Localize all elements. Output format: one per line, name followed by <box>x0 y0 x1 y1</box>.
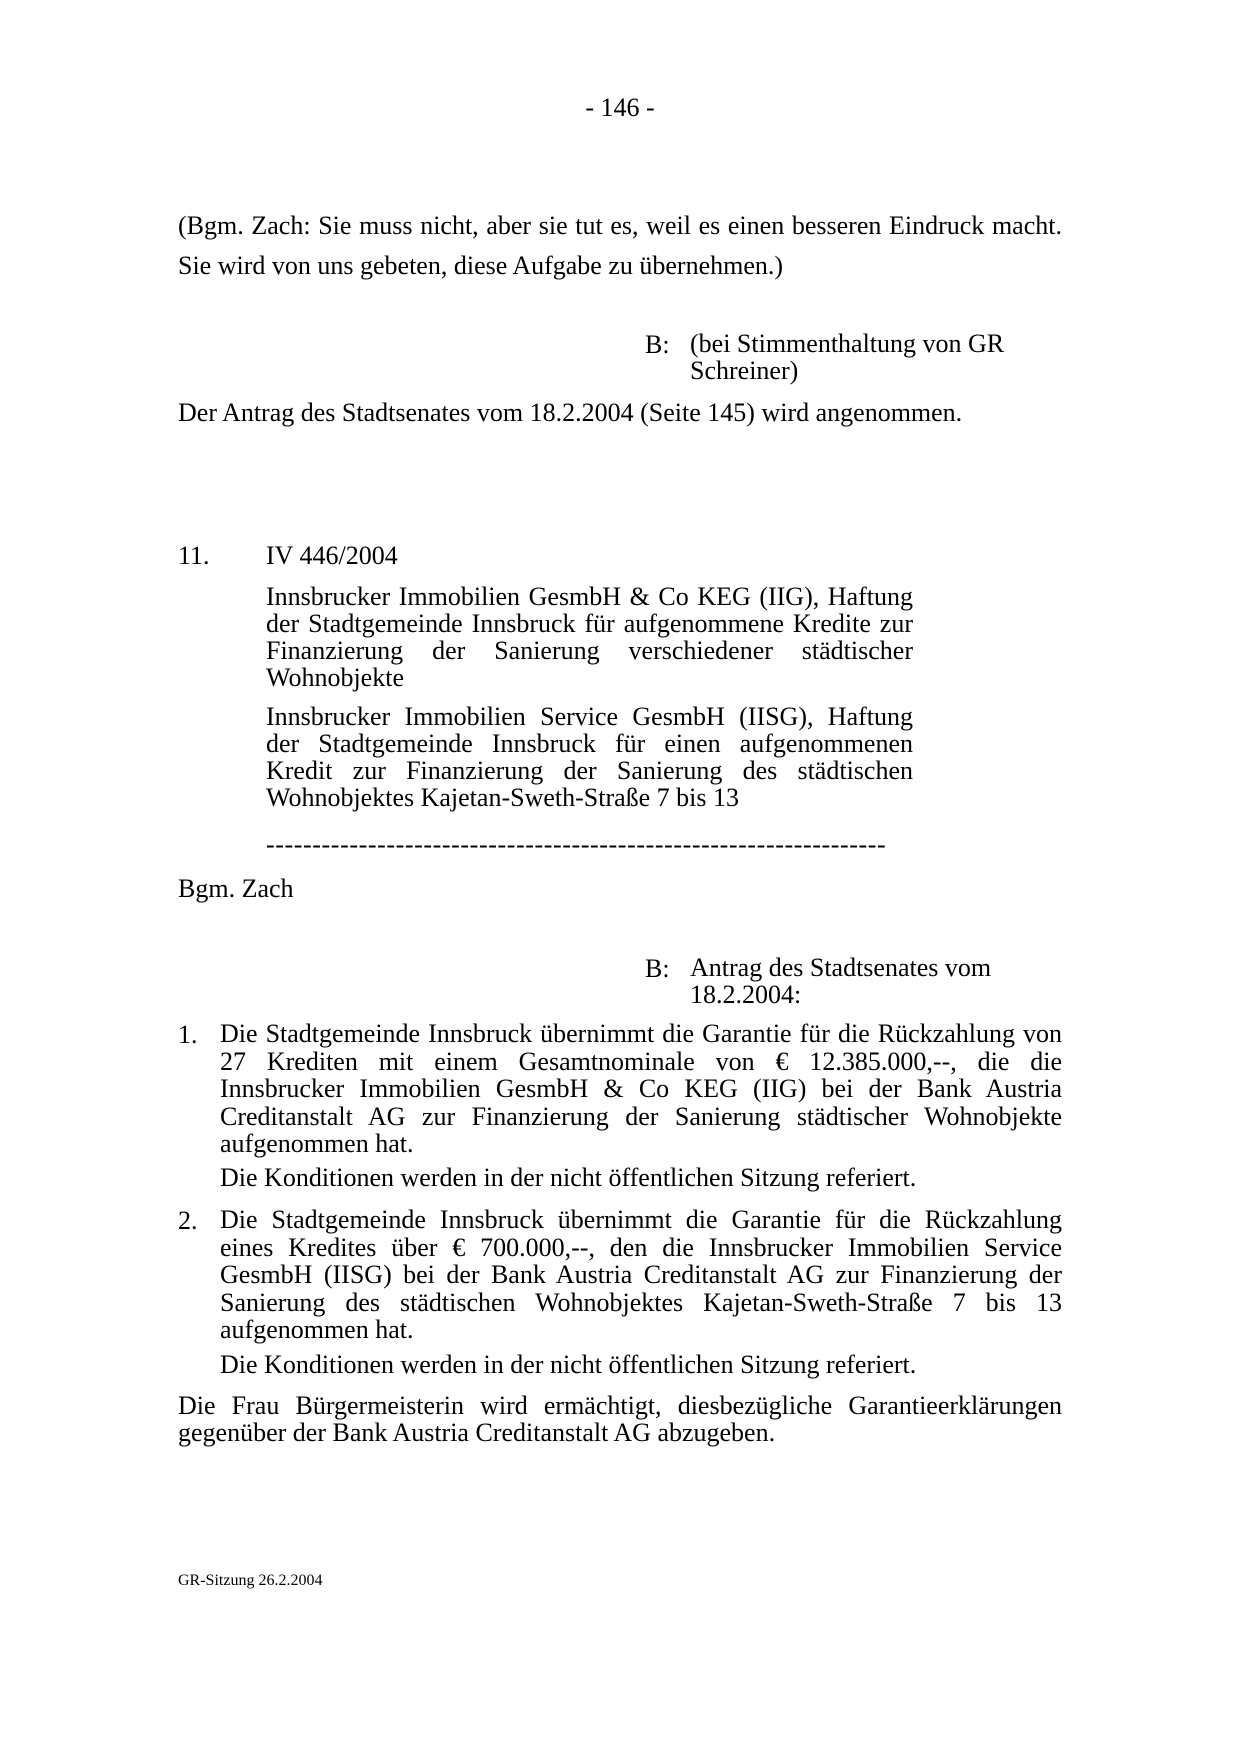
resolution-item-text: Die Stadtgemeinde Innsbruck übernimmt die Garantie für die Rückzahlung von 27 Krediten mit einem Gesamtnominale von € 12.385.000,--, die die Innsbrucker Immobilien GesmbH & Co KEG (IIG) bei der Bank Austria Creditanstalt AG zur Finanzierung der Sanierung städtischer Wohnobjekte aufgenommen hat. <box>220 1019 1062 1158</box>
separator-line: ------------------------------------------------------------------- <box>266 830 887 850</box>
page-number: - 146 - <box>585 93 655 122</box>
agenda-item-description-iig: Innsbrucker Immobilien GesmbH & Co KEG (IIG), Haftung der Stadtgemeinde Innsbruck für aufgenommene Kredite zur Finanzierung der Sanierung verschiedener städtischer Wohnobjekte <box>266 582 913 692</box>
speaker: Bgm. Zach <box>178 874 294 903</box>
closing-authorization: Die Frau Bürgermeisterin wird ermächtigt, diesbezügliche Garantieerklärungen gegenüber der Bank Austria Creditanstalt AG abzugeben. <box>178 1391 1062 1447</box>
page-footer: GR-Sitzung 26.2.2004 <box>178 1572 323 1589</box>
resolution-item-number: 2. <box>178 1206 198 1235</box>
decision-label: B: <box>645 330 670 359</box>
resolution-item-text: Die Stadtgemeinde Innsbruck übernimmt die Garantie für die Rückzahlung eines Kredites über € 700.000,--, den die Innsbrucker Immobilien Service GesmbH (IISG) bei der Bank Austria Creditanstalt AG zur Finanzierung der Sanierung des städtischen Wohnobjektes Kajetan-Sweth-Straße 7 bis 13 aufgenommen hat. <box>220 1205 1062 1344</box>
resolution-item-note: Die Konditionen werden in der nicht öffentlichen Sitzung referiert. <box>220 1350 917 1379</box>
resolution-item-note: Die Konditionen werden in der nicht öffentlichen Sitzung referiert. <box>220 1163 917 1192</box>
mayor-remark: (Bgm. Zach: Sie muss nicht, aber sie tut es, weil es einen besseren Eindruck macht. Sie wird von uns gebeten, diese Aufgabe zu übernehmen.) <box>178 211 1062 280</box>
agenda-item-description-iisg: Innsbrucker Immobilien Service GesmbH (IISG), Haftung der Stadtgemeinde Innsbruck für einen aufgenommenen Kredit zur Finanzierung der Sanierung des städtischen Wohnobjektes Kajetan-Sweth-Straße 7 bis 13 <box>266 702 913 812</box>
agenda-item-number: 11. <box>178 541 210 570</box>
resolution-statement: Der Antrag des Stadtsenates vom 18.2.2004 (Seite 145) wird angenommen. <box>178 398 963 427</box>
motion-reference: Antrag des Stadtsenates vom 18.2.2004: <box>690 953 992 1009</box>
decision-label: B: <box>645 954 670 983</box>
abstention-note: (bei Stimmenthaltung von GR Schreiner) <box>690 329 1005 385</box>
resolution-item-number: 1. <box>178 1020 198 1049</box>
agenda-item-code: IV 446/2004 <box>266 541 398 570</box>
